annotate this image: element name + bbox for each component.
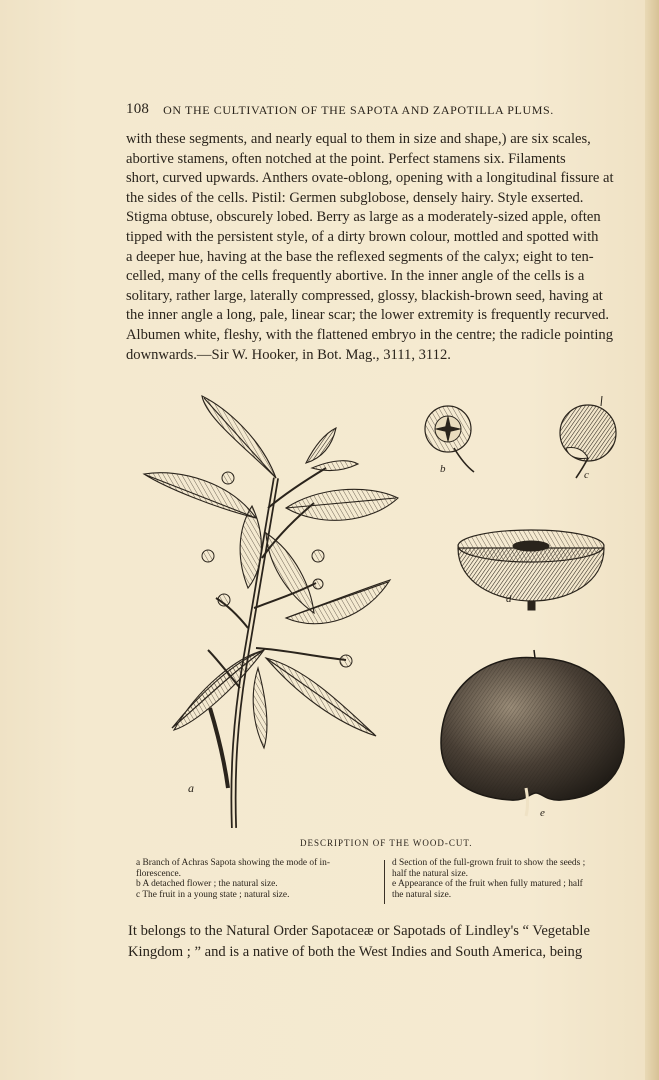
running-head [126,101,644,118]
branch-drawing [208,468,346,828]
body-line: a deeper hue, having at the base the reflexed segments of the calyx; eight to ten- [126,248,594,265]
body-line: downwards.—Sir W. Hooker, in Bot. Mag., 3111, 3112. [126,346,451,363]
figure-caption-title: DESCRIPTION OF THE WOOD-CUT. [300,838,473,848]
body-text [126,130,644,365]
label-c: c [584,469,589,481]
body-line: Kingdom ; ” and is a native of both the West Indies and South America, being [128,943,583,960]
legend-divider [384,860,385,904]
page-edge [645,0,659,1080]
body-line: Stigma obtuse, obscurely lobed. Berry as large as a moderately-sized apple, often [126,209,601,226]
body-line: the sides of the cells. Pistil: Germen subglobose, densely hairy. Style exserted. [126,189,584,206]
young-fruit-drawing [560,396,616,478]
page-number: 108 [126,101,150,117]
label-a: a [188,781,194,795]
body-line: with these segments, and nearly equal to them in size and shape,) are six scales, [126,131,591,147]
label-d: d [506,593,512,605]
label-b: b [440,463,446,475]
running-title: ON THE CULTIVATION OF THE SAPOTA AND ZAPOTILLA PLUMS. [163,103,554,117]
mature-fruit-drawing [441,650,624,816]
body-line: Albumen white, fleshy, with the flattened embryo in the centre; the radicle pointing [126,326,613,343]
body-line: celled, many of the cells frequently abortive. In the inner angle of the cells is a [126,268,585,285]
continuation-paragraph [128,921,644,962]
body-line: It belongs to the Natural Order Sapotaceæ or Sapotads of Lindley's “ Vegetable [128,923,590,939]
legend-item: the natural size. [392,889,452,900]
body-line: the inner angle a long, pale, linear scar; the lower extremity is frequently recurved. [126,307,610,324]
woodcut-illustration [136,388,636,828]
leaf-drawings [144,396,398,748]
legend-item: d Section of the full-grown fruit to show the seeds ; [392,858,586,868]
legend-left-column [136,858,378,900]
legend-right-column [392,858,646,900]
legend-item: florescence. [136,868,182,879]
legend-item: a Branch of Achras Sapota showing the mode of in- [136,858,330,868]
fruit-section-drawing [458,530,604,610]
legend-item: b A detached flower ; the natural size. [136,879,278,890]
legend-item: e Appearance of the fruit when fully matured ; half [392,879,583,890]
detached-flower-drawing [425,406,474,472]
body-line: abortive stamens, often notched at the point. Perfect stamens six. Filaments [126,150,566,167]
body-line: tipped with the persistent style, of a dirty brown colour, mottled and spotted with [126,228,599,245]
label-e: e [540,807,545,819]
body-line: short, curved upwards. Anthers ovate-oblong, opening with a longitudinal fissure at [126,170,614,187]
legend-item: half the natural size. [392,868,469,879]
body-line: solitary, rather large, laterally compressed, glossy, blackish-brown seed, having at [126,287,603,304]
legend-item: c The fruit in a young state ; natural size. [136,889,290,900]
